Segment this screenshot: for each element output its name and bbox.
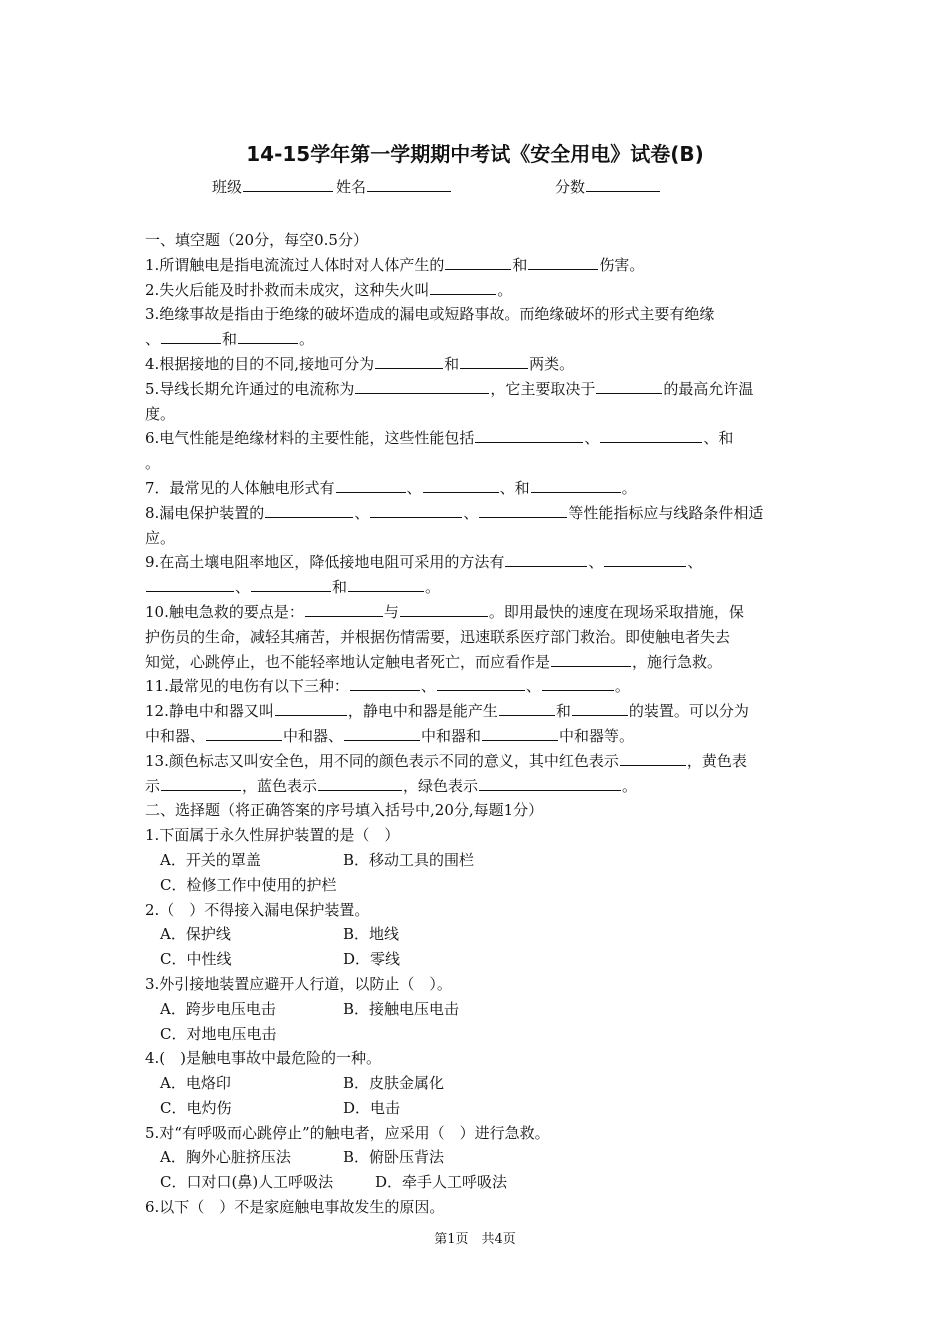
score-field[interactable] bbox=[555, 176, 661, 197]
answer-blank[interactable] bbox=[620, 750, 686, 766]
answer-blank[interactable] bbox=[475, 427, 583, 443]
question-5-cont: 度。 bbox=[145, 404, 176, 423]
score-blank[interactable] bbox=[586, 176, 660, 192]
class-blank[interactable] bbox=[243, 176, 333, 192]
option-c[interactable]: C．口对口(鼻)人工呼吸法 bbox=[160, 1173, 334, 1192]
option-c[interactable]: C．电灼伤 bbox=[160, 1098, 232, 1117]
question-2: 2.失火后能及时扑救而未成灾，这种失火叫 。 bbox=[145, 280, 513, 299]
answer-blank[interactable] bbox=[460, 353, 528, 369]
answer-blank[interactable] bbox=[600, 427, 702, 443]
answer-blank[interactable] bbox=[596, 378, 662, 394]
options-row bbox=[145, 922, 809, 947]
answer-blank[interactable] bbox=[482, 725, 558, 741]
question-8: 8.漏电保护装置的 、 、 等性能指标应与线路条件相适 bbox=[145, 503, 764, 522]
option-d[interactable]: D．零线 bbox=[343, 950, 401, 969]
option-c[interactable]: C．对地电压电击 bbox=[160, 1024, 277, 1043]
answer-blank[interactable] bbox=[344, 725, 420, 741]
answer-blank[interactable] bbox=[423, 477, 499, 493]
section1-heading: 一、填空题（20分，每空0.5分） bbox=[145, 231, 368, 249]
options-row bbox=[145, 1096, 809, 1121]
option-c[interactable]: C．中性线 bbox=[160, 950, 232, 969]
answer-blank[interactable] bbox=[318, 775, 402, 791]
answer-blank[interactable] bbox=[437, 675, 525, 691]
options-row bbox=[145, 873, 809, 898]
answer-blank[interactable] bbox=[604, 551, 686, 567]
option-a[interactable]: A．保护线 bbox=[160, 925, 231, 944]
answer-blank[interactable] bbox=[251, 576, 331, 592]
question-9-cont: 、 和 。 bbox=[145, 575, 809, 600]
answer-blank[interactable] bbox=[370, 502, 462, 518]
option-b[interactable]: B．俯卧压背法 bbox=[343, 1148, 445, 1167]
class-label: 班级 bbox=[212, 178, 243, 196]
answer-blank[interactable] bbox=[551, 651, 631, 667]
name-blank[interactable] bbox=[367, 176, 451, 192]
option-a[interactable]: A．跨步电压电击 bbox=[160, 999, 276, 1018]
name-field[interactable] bbox=[336, 176, 452, 197]
answer-blank[interactable] bbox=[505, 551, 587, 567]
question-6: 6.电气性能是绝缘材料的主要性能，这些性能包括 、 、和 bbox=[145, 429, 734, 448]
question-10: 10.触电急救的要点是： 与 。即用最快的速度在现场采取措施，保 bbox=[145, 602, 744, 621]
question-1: 1.所谓触电是指电流流过人体时对人体产生的 和 伤害。 bbox=[145, 255, 645, 274]
answer-blank[interactable] bbox=[161, 328, 221, 344]
answer-blank[interactable] bbox=[531, 477, 621, 493]
option-d[interactable]: D．牵手人工呼吸法 bbox=[375, 1173, 508, 1192]
option-a[interactable]: A．电烙印 bbox=[160, 1074, 231, 1093]
score-label: 分数 bbox=[555, 178, 586, 196]
choice-question-4: 4.( )是触电事故中最危险的一种。 bbox=[145, 1049, 382, 1068]
options-row bbox=[145, 848, 809, 873]
question-5: 5.导线长期允许通过的电流称为 ，它主要取决于 的最高允许温 bbox=[145, 379, 754, 398]
name-label: 姓名 bbox=[336, 178, 367, 196]
options-row bbox=[145, 1145, 809, 1170]
options-row bbox=[145, 947, 809, 972]
answer-blank[interactable] bbox=[528, 254, 598, 270]
exam-content bbox=[145, 228, 809, 1220]
options-row bbox=[145, 1071, 809, 1096]
question-11: 11.最常见的电伤有以下三种： 、 、 。 bbox=[145, 677, 630, 696]
answer-blank[interactable] bbox=[275, 700, 347, 716]
option-d[interactable]: D．电击 bbox=[343, 1098, 401, 1117]
answer-blank[interactable] bbox=[348, 576, 424, 592]
answer-blank[interactable] bbox=[479, 502, 567, 518]
answer-blank[interactable] bbox=[161, 775, 241, 791]
question-13-cont: 示 ，蓝色表示 ，绿色表示 。 bbox=[145, 776, 638, 795]
question-13: 13.颜色标志又叫安全色，用不同的颜色表示不同的意义，其中红色表示 ，黄色表 bbox=[145, 751, 747, 770]
page-footer: 第1页 共4页 bbox=[434, 1232, 516, 1247]
question-10-cont: 护伤员的生命，减轻其痛苦，并根据伤情需要，迅速联系医疗部门救治。即使触电者失去 bbox=[145, 627, 731, 646]
question-3: 3.绝缘事故是指由于绝缘的破坏造成的漏电或短路事故。而绝缘破坏的形式主要有绝缘 bbox=[145, 305, 715, 324]
page-title: 14-15学年第一学期期中考试《安全用电》试卷(B) bbox=[246, 142, 704, 166]
question-7: 7．最常见的人体触电形式有 、 、和 。 bbox=[145, 478, 637, 497]
question-8-cont: 应。 bbox=[145, 528, 176, 547]
answer-blank[interactable] bbox=[445, 254, 511, 270]
answer-blank[interactable] bbox=[375, 353, 443, 369]
answer-blank[interactable] bbox=[400, 601, 488, 617]
answer-blank[interactable] bbox=[499, 700, 555, 716]
section2-heading: 二、选择题（将正确答案的序号填入括号中,20分,每题1分） bbox=[145, 801, 544, 820]
question-12-cont: 中和器、 中和器、 中和器和 中和器等。 bbox=[145, 726, 635, 745]
answer-blank[interactable] bbox=[305, 601, 383, 617]
answer-blank[interactable] bbox=[479, 775, 621, 791]
answer-blank[interactable] bbox=[146, 576, 234, 592]
answer-blank[interactable] bbox=[265, 502, 353, 518]
option-a[interactable]: A．开关的罩盖 bbox=[160, 850, 261, 869]
choice-question-6: 6.以下（ ）不是家庭触电事故发生的原因。 bbox=[145, 1198, 445, 1217]
options-row bbox=[145, 1022, 809, 1047]
option-b[interactable]: B．移动工具的围栏 bbox=[343, 850, 475, 869]
choice-question-1: 1.下面属于永久性屏护装置的是（ ） bbox=[145, 826, 400, 845]
option-b[interactable]: B．接触电压电击 bbox=[343, 999, 460, 1018]
answer-blank[interactable] bbox=[350, 675, 420, 691]
question-3-cont: 、 和 。 bbox=[145, 330, 315, 349]
option-c[interactable]: C．检修工作中使用的护栏 bbox=[160, 875, 337, 894]
student-info-line bbox=[0, 176, 950, 200]
question-12: 12.静电中和器又叫 ，静电中和器是能产生 和 的装置。可以分为 bbox=[145, 702, 749, 721]
answer-blank[interactable] bbox=[336, 477, 406, 493]
answer-blank[interactable] bbox=[572, 700, 628, 716]
answer-blank[interactable] bbox=[238, 328, 298, 344]
question-4: 4.根据接地的目的不同,接地可分为 和 两类。 bbox=[145, 354, 575, 373]
class-field[interactable] bbox=[212, 176, 334, 197]
options-row bbox=[145, 997, 809, 1022]
choice-question-5: 5.对“有呼吸而心跳停止”的触电者，应采用（ ）进行急救。 bbox=[145, 1123, 550, 1142]
question-10-cont: 知觉，心跳停止，也不能轻率地认定触电者死亡，而应看作是 ，施行急救。 bbox=[145, 652, 723, 671]
options-row bbox=[145, 1170, 809, 1195]
answer-blank[interactable] bbox=[430, 279, 496, 295]
choice-question-3: 3.外引接地装置应避开人行道，以防止（ ）。 bbox=[145, 974, 452, 993]
option-b[interactable]: B．皮肤金属化 bbox=[343, 1074, 445, 1093]
answer-blank[interactable] bbox=[542, 675, 614, 691]
choice-question-2: 2.（ ）不得接入漏电保护装置。 bbox=[145, 900, 370, 919]
answer-blank[interactable] bbox=[206, 725, 282, 741]
option-b[interactable]: B．地线 bbox=[343, 925, 400, 944]
question-6-cont: 。 bbox=[145, 454, 161, 473]
option-a[interactable]: A．胸外心脏挤压法 bbox=[160, 1148, 291, 1167]
question-9: 9.在高土壤电阻率地区，降低接地电阻可采用的方法有 、 、 bbox=[145, 553, 703, 572]
answer-blank[interactable] bbox=[355, 378, 489, 394]
